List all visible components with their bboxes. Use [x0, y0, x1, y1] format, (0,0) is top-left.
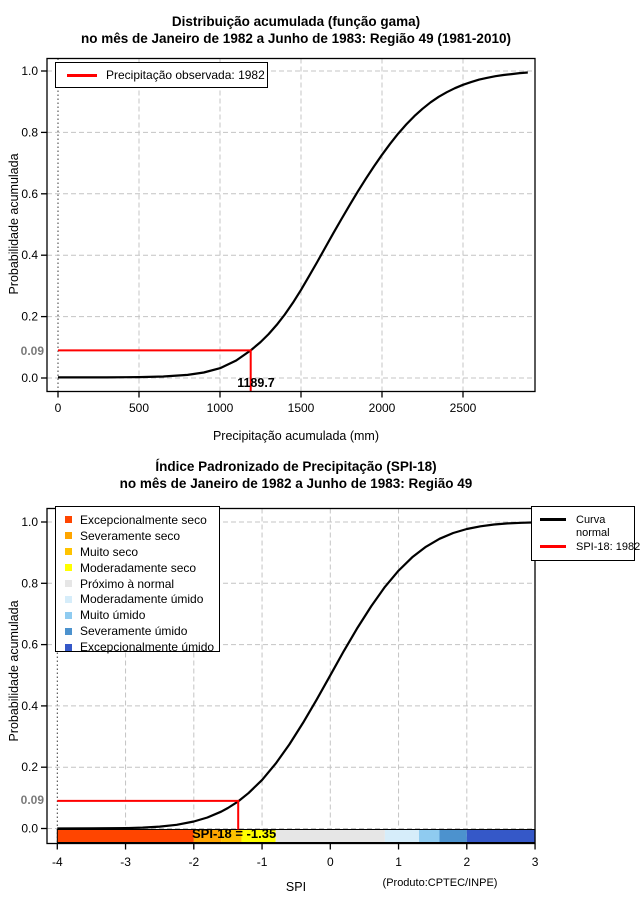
x-tick-label: 0 — [54, 401, 62, 415]
x-tick-label: -2 — [188, 855, 200, 869]
top-y-axis-label: Probabilidade acumulada — [7, 153, 21, 295]
normal-curve-legend-label-line1: Curva — [576, 513, 606, 526]
y-tick-label: 0.4 — [21, 698, 38, 713]
x-tick-label: 2000 — [368, 401, 396, 415]
category-label: Muito seco — [80, 544, 139, 559]
spi-1982-legend-item — [532, 540, 640, 554]
bottom-chart-title: Índice Padronizado de Precipitação (SPI-18) — [155, 459, 437, 474]
observed-precipitation-line-sample — [67, 74, 97, 77]
category-color-swatch — [65, 596, 72, 603]
x-tick-label: 500 — [128, 401, 150, 415]
top-x-axis-label: Precipitação acumulada (mm) — [212, 429, 380, 443]
category-color-swatch — [65, 564, 72, 571]
x-tick-label: 2500 — [449, 401, 477, 415]
y-tick-label: 0.6 — [21, 186, 38, 201]
curves-legend — [531, 506, 640, 561]
top-chart-title: Distribuição acumulada (função gama) — [171, 14, 421, 29]
bottom-chart-subtitle: no mês de Janeiro de 1982 a Junho de 1983: Região 49 — [119, 476, 473, 491]
y-tick-label: 0.0 — [21, 821, 38, 836]
category-legend-item — [65, 607, 219, 623]
normal-curve-legend-item — [532, 513, 634, 527]
category-legend-item — [65, 623, 219, 639]
gamma-cdf-curve — [58, 73, 528, 378]
y-tick-label: 0.4 — [21, 248, 38, 263]
y-tick-label: 0.8 — [21, 125, 38, 140]
y-tick-label: 1.0 — [21, 64, 38, 78]
category-color-swatch — [65, 628, 72, 635]
observed-precipitation-legend-label: Precipitação observada: 1982 — [106, 68, 265, 82]
product-credit: (Produto:CPTEC/INPE) — [382, 877, 498, 889]
category-label: Muito úmido — [80, 608, 146, 623]
category-label: Severamente seco — [80, 528, 181, 543]
normal-curve-line-sample — [540, 518, 566, 521]
normal-curve-legend-label-line2: normal — [576, 527, 610, 540]
x-tick-label: 1500 — [287, 401, 315, 415]
spi-category-band-segment — [440, 830, 467, 843]
category-label: Excepcionalmente úmido — [80, 640, 215, 655]
spi-category-band-segment — [385, 830, 419, 843]
x-tick-label: -4 — [51, 855, 63, 869]
category-color-swatch — [65, 612, 72, 619]
y-tick-label: 0.0 — [21, 371, 38, 385]
y-tick-label: 0.6 — [21, 637, 38, 652]
x-tick-label: 3 — [531, 855, 539, 869]
precipitation-marker-label: 1189.7 — [237, 376, 275, 390]
category-legend-item — [65, 639, 219, 655]
x-tick-label: -1 — [256, 855, 268, 869]
x-tick-label: -3 — [120, 855, 131, 869]
y-tick-label: 0.2 — [21, 309, 38, 324]
x-tick-label: 1000 — [206, 401, 234, 415]
normal-curve-legend-item-line2 — [532, 527, 634, 541]
y-tick-label: 1.0 — [21, 515, 38, 529]
category-legend-item — [65, 544, 219, 560]
category-color-swatch — [65, 516, 72, 523]
category-legend-item — [65, 576, 219, 592]
spi-value-annotation: SPI-18 = -1.35 — [192, 826, 277, 841]
category-color-swatch — [65, 548, 72, 555]
category-label: Excepcionalmente seco — [80, 512, 207, 527]
top-chart-subtitle: no mês de Janeiro de 1982 a Junho de 1983: Região 49 (1981-2010) — [81, 31, 511, 46]
spi-category-band-segment — [467, 830, 535, 843]
bottom-y-axis-label: Probabilidade acumulada — [7, 600, 21, 742]
x-tick-label: 1 — [395, 855, 402, 869]
category-legend-item — [65, 528, 219, 544]
spi-category-band-segment — [57, 830, 194, 843]
spi-category-legend — [55, 506, 220, 655]
top-chart-legend — [55, 62, 268, 88]
spi-category-band-segment — [276, 830, 385, 843]
category-color-swatch — [65, 580, 72, 587]
category-label: Severamente úmido — [80, 624, 188, 639]
top-probability-marker-label: 0.09 — [20, 344, 44, 358]
x-tick-label: 0 — [326, 855, 334, 869]
y-tick-label: 0.2 — [21, 760, 38, 775]
spi-1982-legend-label: SPI-18: 1982 — [576, 540, 640, 553]
category-legend-item — [65, 512, 219, 528]
plot-box — [47, 59, 535, 392]
gamma-chart-geometry — [21, 59, 535, 416]
bottom-chart-title-block — [47, 458, 545, 492]
category-color-swatch — [65, 532, 72, 539]
category-color-swatch — [65, 644, 72, 651]
category-label: Próximo à normal — [80, 576, 175, 591]
y-tick-label: 0.8 — [21, 576, 38, 591]
x-tick-label: 2 — [463, 855, 471, 869]
category-label: Moderadamente seco — [80, 560, 197, 575]
annotation-marker-lines — [58, 350, 251, 391]
spi-category-band-segment — [419, 830, 439, 843]
bottom-x-axis-label: SPI — [285, 880, 307, 894]
bottom-probability-marker-label: 0.09 — [20, 793, 44, 807]
category-legend-item — [65, 560, 219, 576]
category-legend-item — [65, 591, 219, 607]
spi-1982-line-sample — [540, 545, 566, 548]
top-chart-title-block — [47, 13, 545, 47]
category-label: Moderadamente úmido — [80, 592, 204, 607]
